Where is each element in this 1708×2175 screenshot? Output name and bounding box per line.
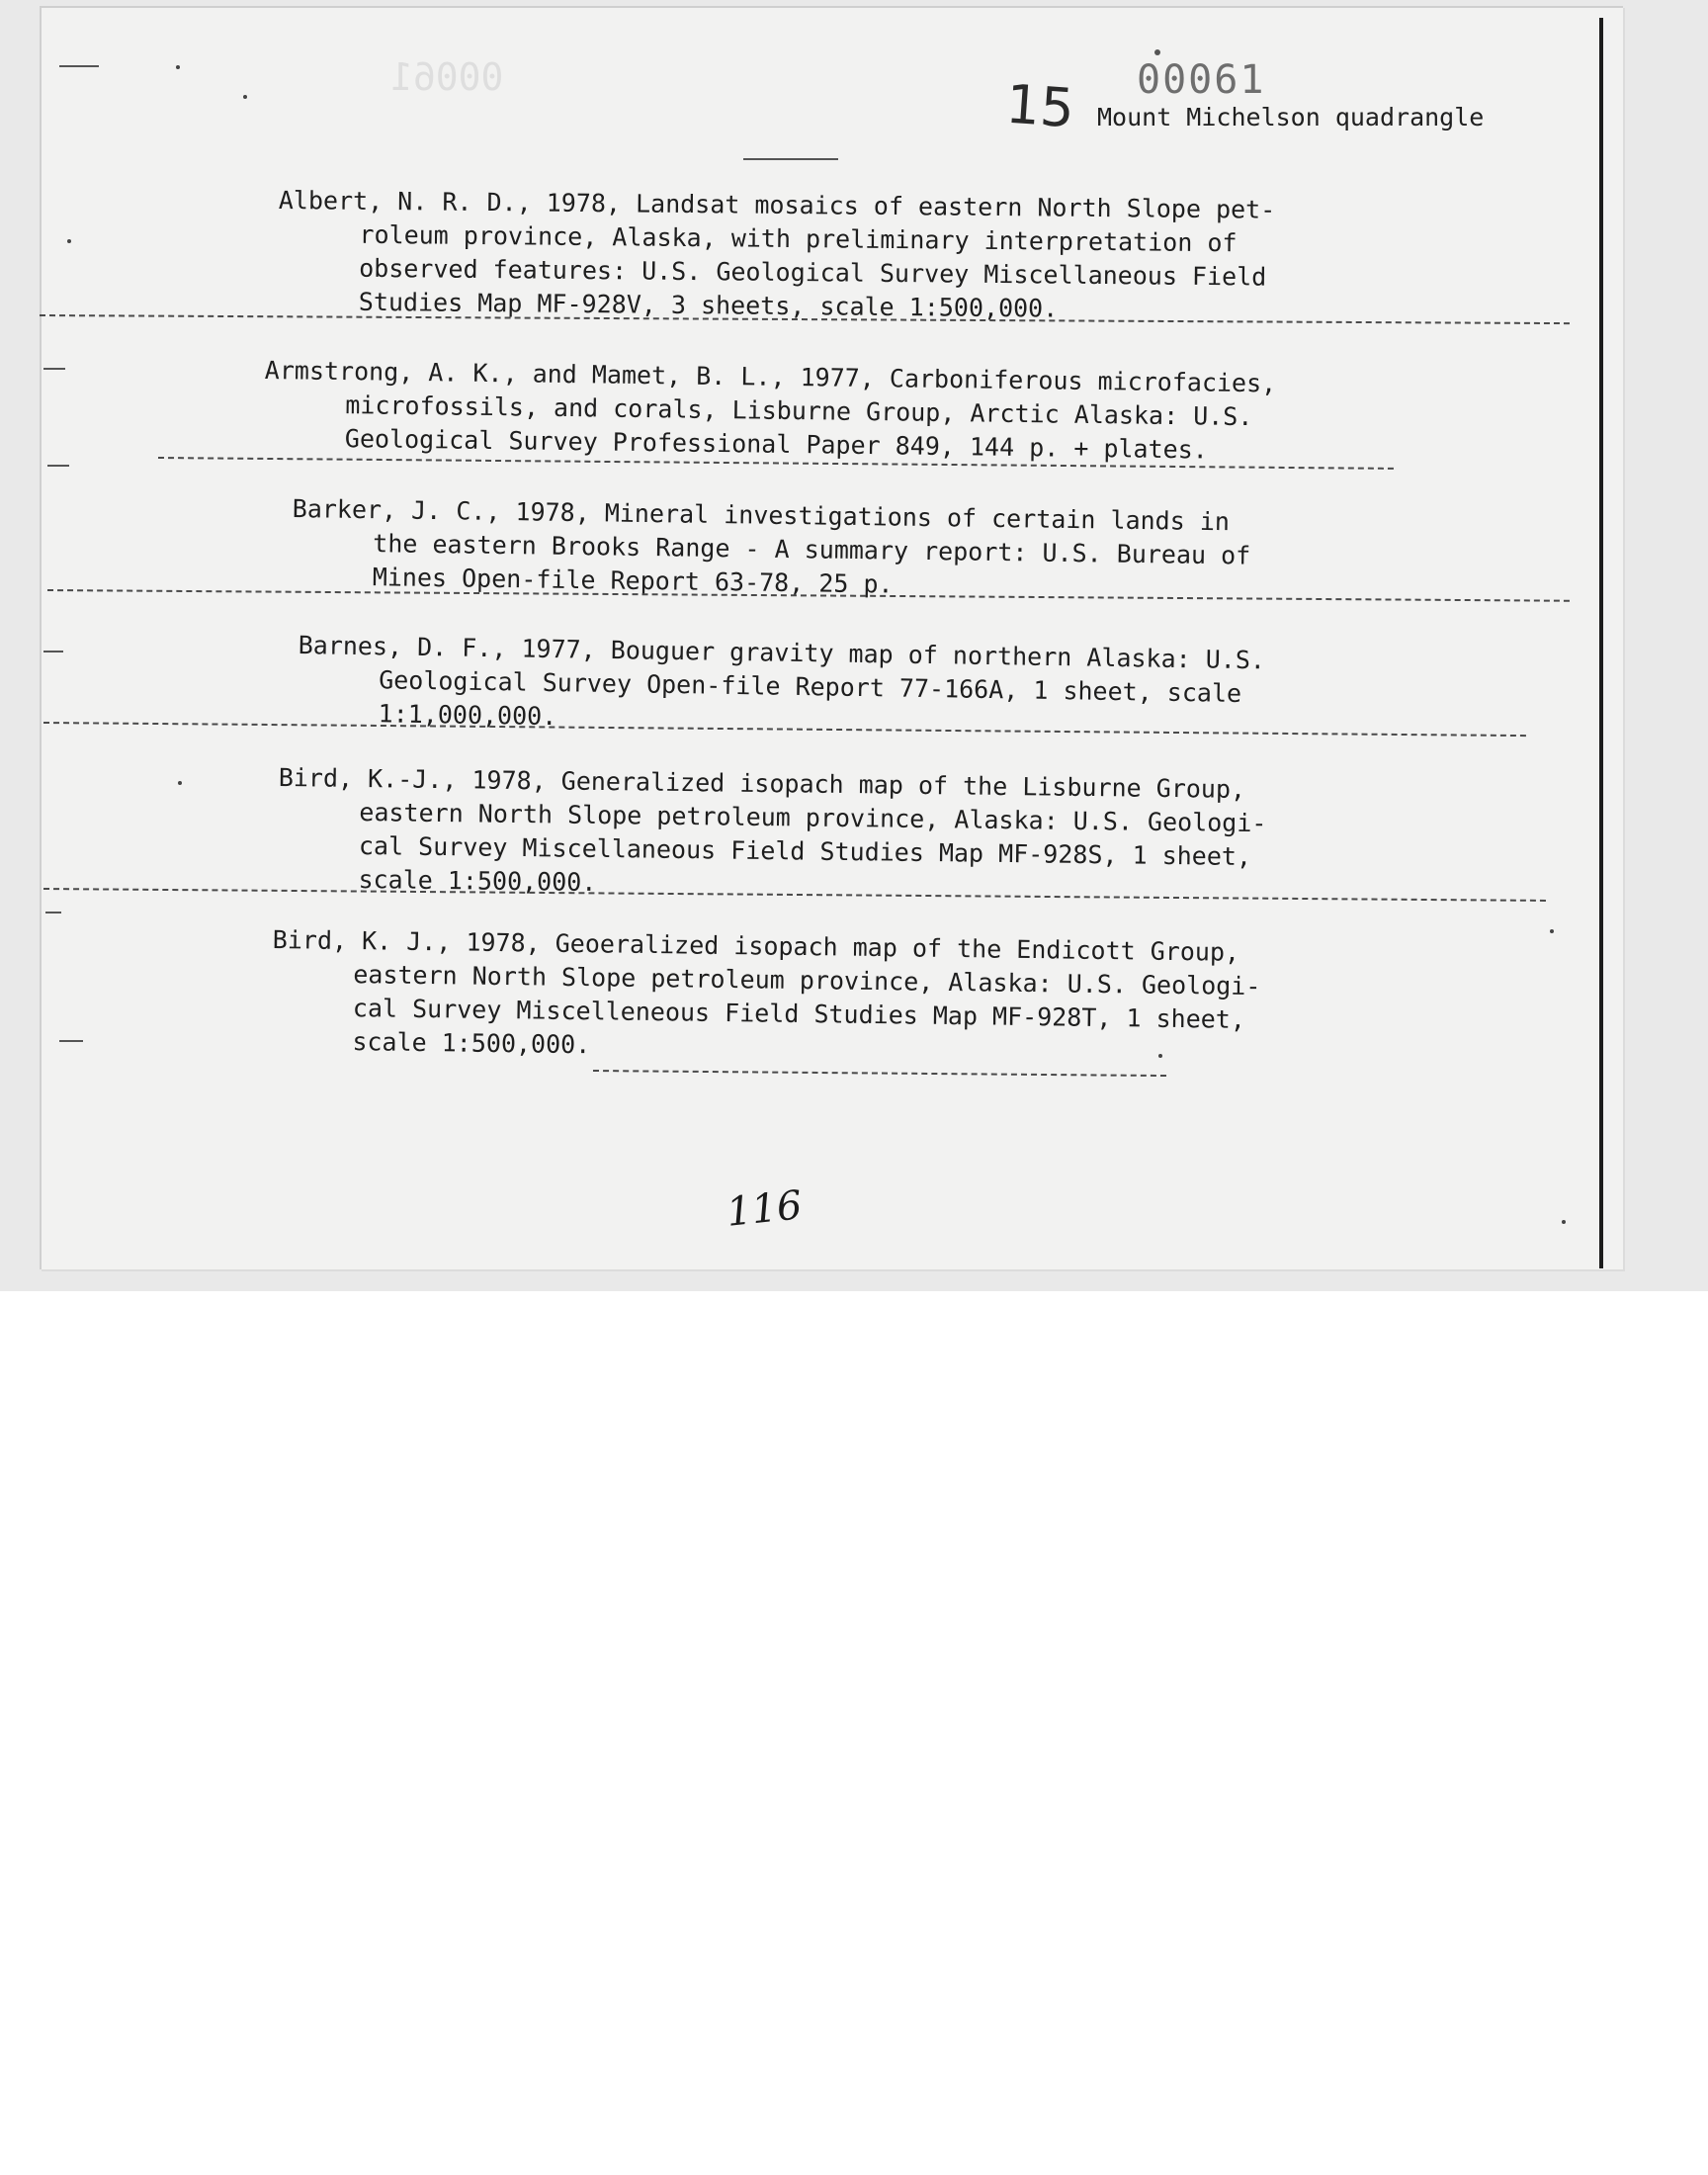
reference-line: Geological Survey Open-file Report 77-166A, 1 sheet, scale: [378, 665, 1242, 708]
reference-line: the eastern Brooks Range - A summary report: U.S. Bureau of: [373, 529, 1251, 570]
scan-speck: [1562, 1220, 1566, 1224]
reference-entry-barker: [292, 492, 1251, 607]
scan-speck: [1550, 929, 1554, 933]
reference-line: Barnes, D. F., 1977, Bouguer gravity map of northern Alaska: U.S.: [298, 630, 1266, 675]
archive-stamp-number: 00061: [1137, 57, 1266, 103]
reference-line: Armstrong, A. K., and Mamet, B. L., 1977, Carboniferous microfacies,: [264, 355, 1277, 398]
reference-line: Albert, N. R. D., 1978, Landsat mosaics of eastern North Slope pet-: [278, 185, 1276, 224]
scan-speck: [1158, 1054, 1162, 1058]
scan-margin-mark: [47, 465, 69, 467]
bleed-through-stamp: 00061: [390, 55, 504, 99]
reference-line: Studies Map MF-928V, 3 sheets, scale 1:500,000.: [358, 287, 1059, 323]
reference-line: scale 1:500,000.: [352, 1027, 591, 1060]
scan-speck: [243, 95, 247, 99]
reference-line: Barker, J. C., 1978, Mineral investigations of certain lands in: [292, 493, 1231, 537]
reference-entry-bird-lisburne: [277, 761, 1267, 908]
reference-entry-albert: [278, 184, 1276, 328]
scan-margin-mark: [43, 368, 65, 370]
scan-margin-mark: [43, 651, 63, 652]
reference-line: Mines Open-file Report 63-78, 25 p.: [372, 563, 894, 599]
reference-line: Geological Survey Professional Paper 849, 144 p. + plates.: [344, 424, 1208, 465]
scan-margin-mark: [59, 65, 99, 67]
reference-line: Bird, K. J., 1978, Geoeralized isopach map of the Endicott Group,: [272, 924, 1240, 967]
reference-line: microfossils, and corals, Lisburne Group, Arctic Alaska: U.S.: [345, 391, 1253, 432]
reference-line: Bird, K.-J., 1978, Generalized isopach map of the Lisburne Group,: [278, 762, 1246, 804]
reference-line: cal Survey Miscellaneous Field Studies Map MF-928S, 1 sheet,: [358, 830, 1252, 872]
reference-line: cal Survey Miscelleneous Field Studies Map MF-928T, 1 sheet,: [352, 994, 1246, 1034]
scan-speck: [67, 239, 71, 243]
reference-line: scale 1:500,000.: [358, 864, 597, 897]
reference-line: 1:1,000,000.: [378, 699, 557, 732]
right-margin-rule: [1599, 18, 1603, 1268]
reference-line: eastern North Slope petroleum province, Alaska: U.S. Geologi-: [359, 797, 1267, 838]
reference-line: eastern North Slope petroleum province, Alaska: U.S. Geologi-: [353, 960, 1261, 1001]
quadrangle-title: Mount Michelson quadrangle: [1097, 103, 1485, 131]
scan-margin-mark: [59, 1040, 83, 1042]
title-divider: [743, 158, 838, 160]
handwritten-sheet-number: 15: [1003, 72, 1076, 140]
scan-speck: [178, 781, 182, 785]
reference-line: roleum province, Alaska, with preliminary interpretation of: [359, 219, 1238, 258]
reference-line: observed features: U.S. Geological Survey Miscellaneous Field: [359, 253, 1267, 292]
handwritten-page-number: 116: [724, 1182, 805, 1236]
reference-entry-armstrong: [264, 354, 1277, 468]
scan-speck: [176, 65, 180, 69]
scan-margin-mark: [45, 912, 61, 914]
reference-entry-bird-endicott: [271, 923, 1261, 1071]
